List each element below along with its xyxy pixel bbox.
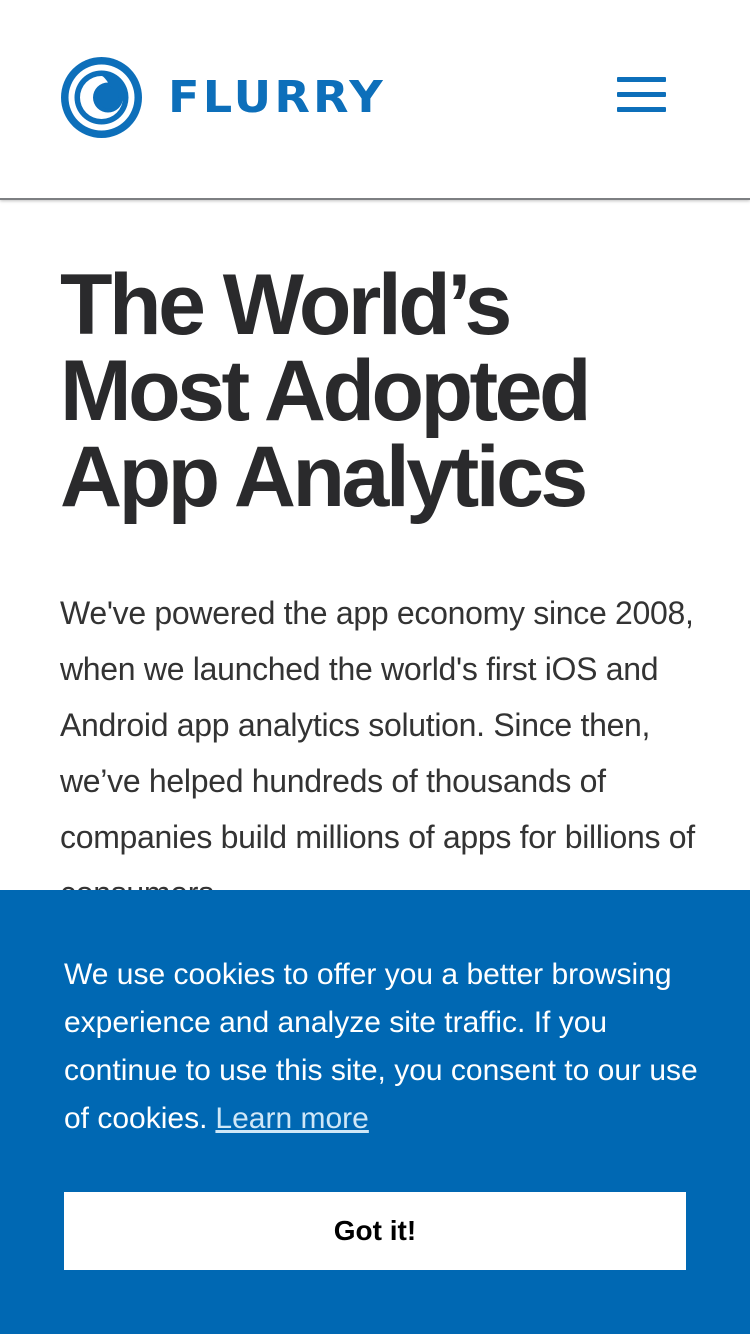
menu-bar	[617, 107, 666, 112]
logo-wordmark: FLURRY	[168, 71, 386, 123]
hero-description: We've powered the app economy since 2008, when we launched the world's first iOS and Android app analytics solution. Since then, we’ve helped hundreds of thousands of companies build millions of apps for billions of	[60, 595, 695, 855]
menu-bar	[617, 77, 666, 82]
site-header	[0, 0, 750, 200]
flurry-logo[interactable]	[61, 57, 386, 138]
flurry-swirl-icon	[61, 57, 142, 138]
hero-title: The World’s Most Adopted App Analytics	[60, 257, 589, 525]
cookie-message: We use cookies to offer you a better browsing experience and analyze site traffic. If you continue to use this site, you consent to our use of cookies.	[64, 958, 698, 1135]
accept-cookies-button[interactable]: Got it!	[64, 1192, 686, 1270]
menu-bar	[617, 92, 666, 97]
learn-more-link[interactable]: Learn more	[215, 1102, 369, 1135]
cookie-message-container	[64, 951, 704, 1143]
hamburger-menu-icon[interactable]	[617, 77, 667, 113]
